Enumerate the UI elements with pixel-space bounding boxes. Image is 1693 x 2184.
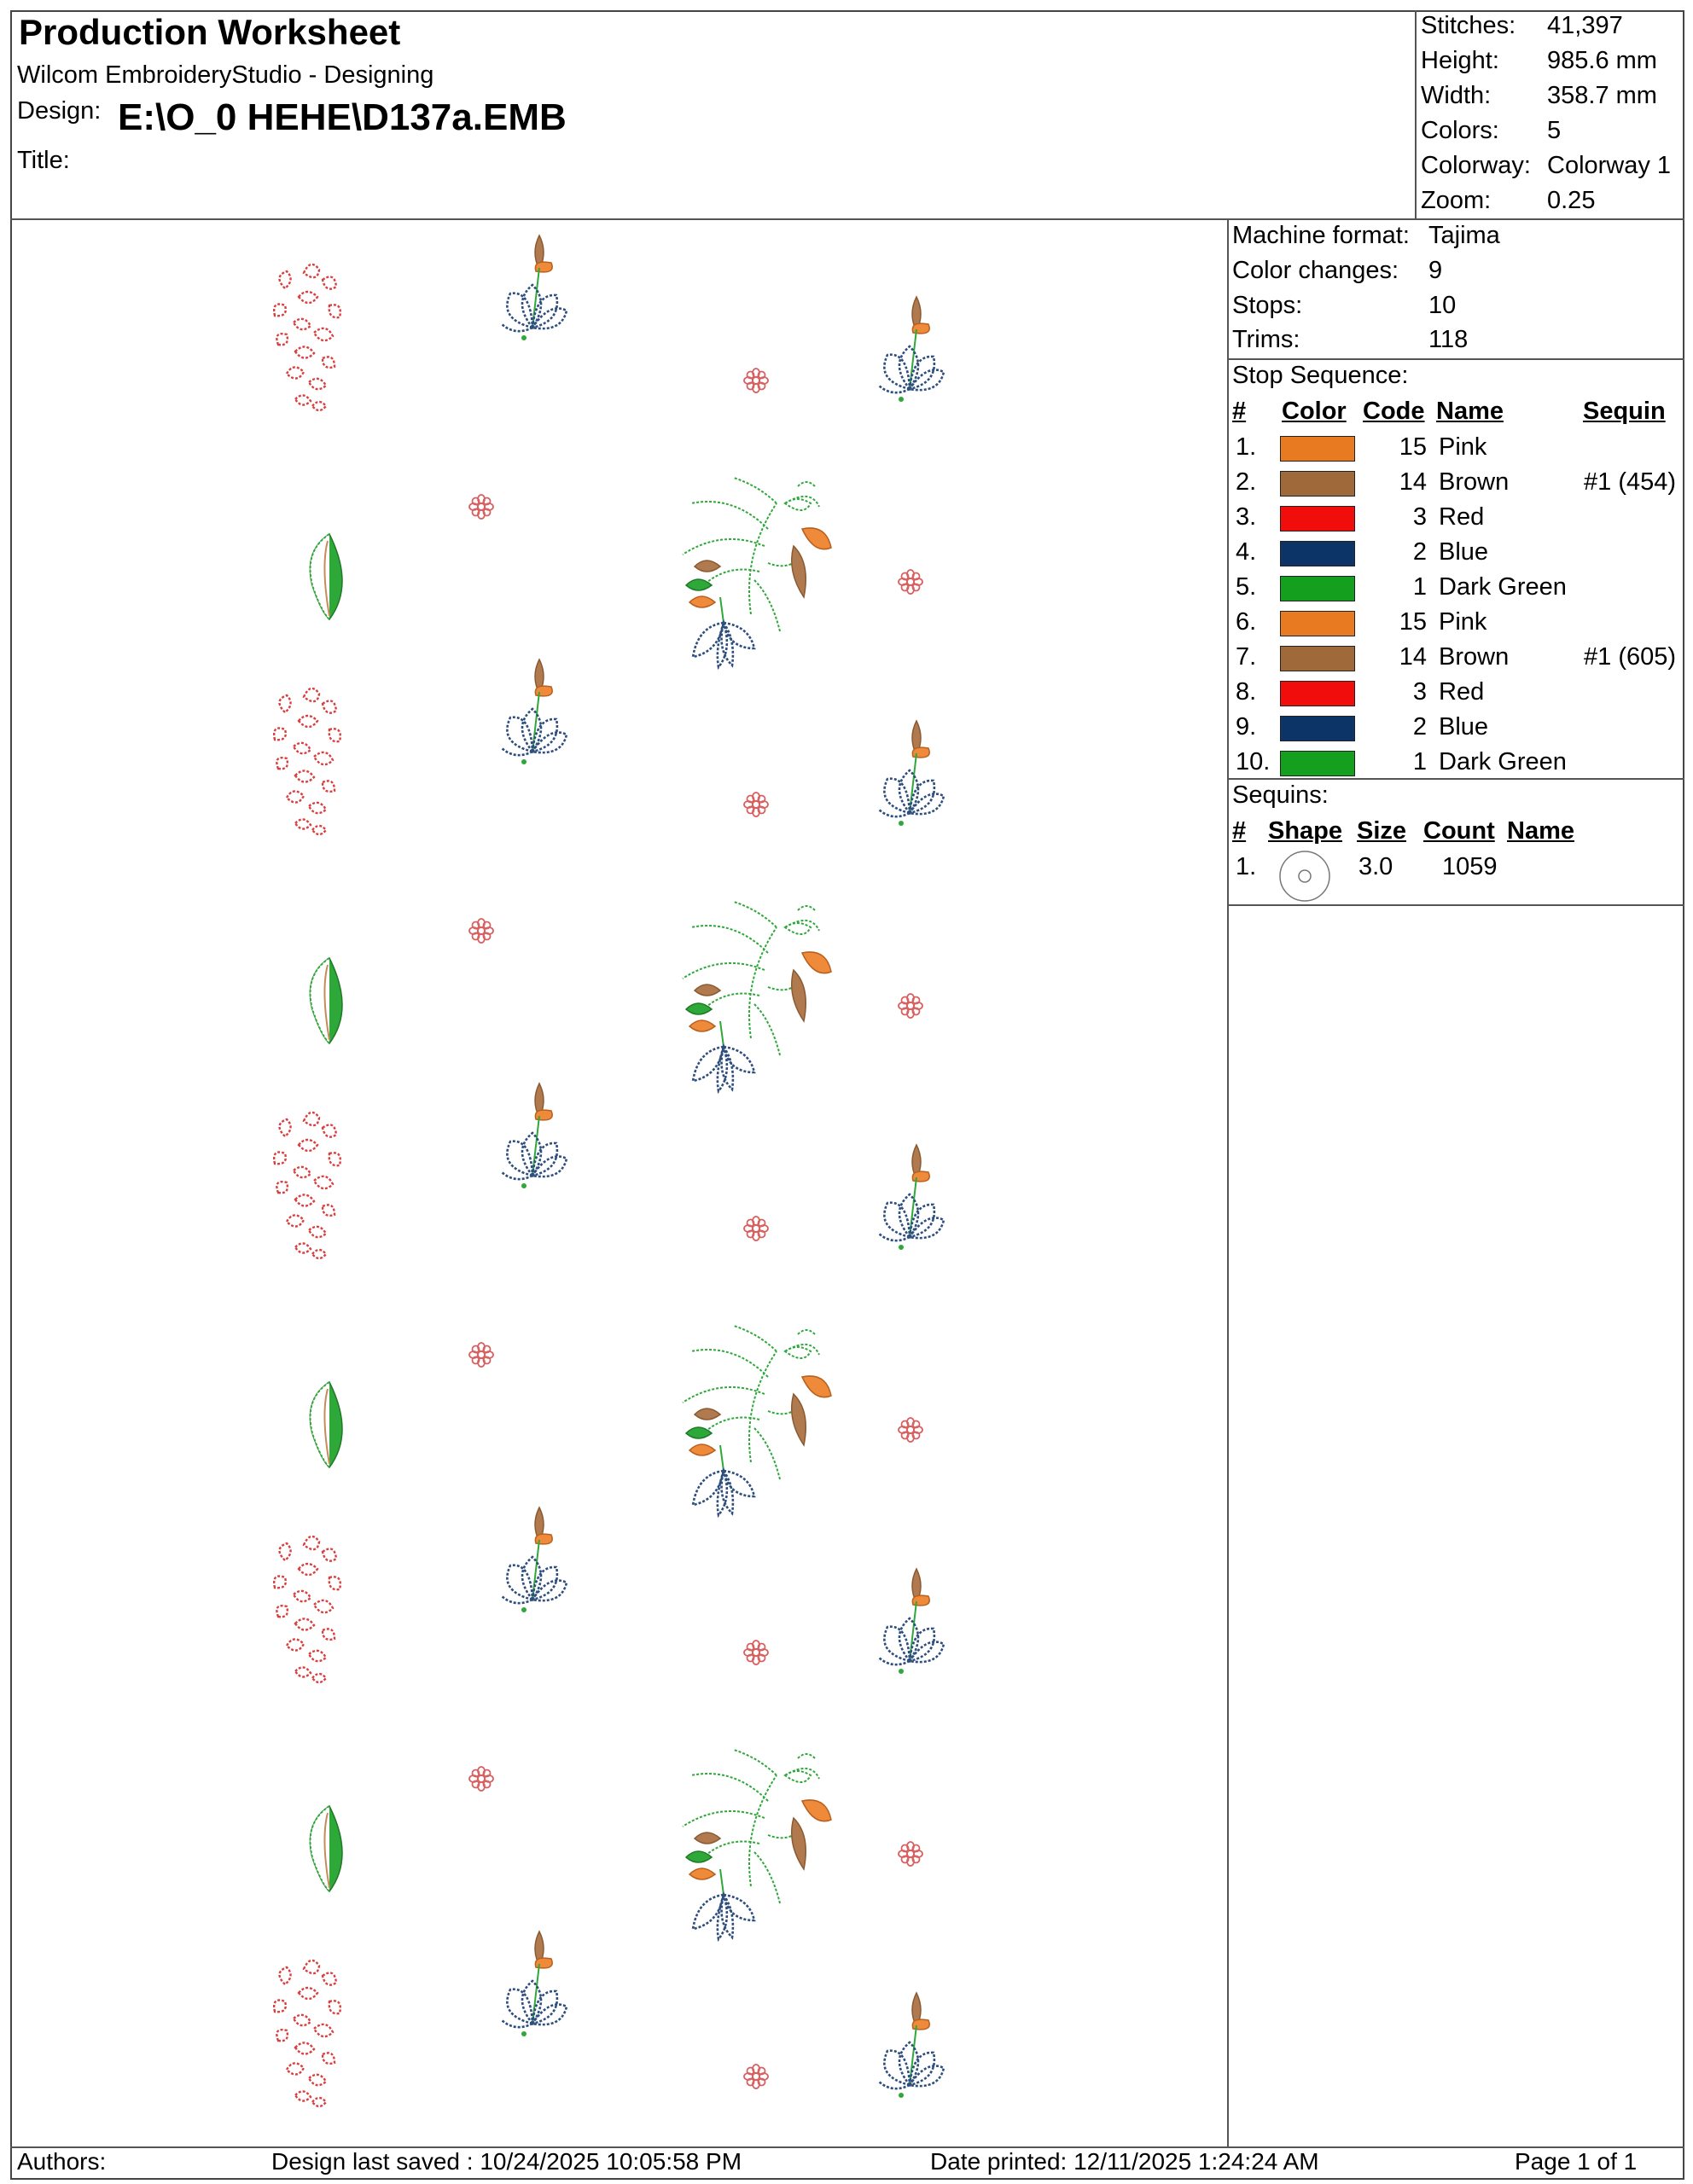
color-swatch [1280,681,1355,706]
stat-value: 5 [1547,117,1562,144]
stop-row-name: Dark Green [1439,573,1567,601]
pink-daisy [744,369,768,392]
col-header-code: Code [1363,398,1425,425]
stops-divider [1227,778,1684,780]
footer-printed: Date printed: 12/11/2025 1:24:24 AM [930,2148,1319,2175]
pink-daisy [469,1767,493,1791]
stop-row-num: 10. [1236,748,1271,775]
pink-daisy [899,1418,922,1442]
footer-divider [10,2146,1684,2148]
software-name: Wilcom EmbroideryStudio - Designing [17,61,434,89]
col-header-num: # [1232,398,1247,425]
green-branch-flowers [683,902,831,1091]
stop-row-code: 14 [1399,468,1427,496]
footer-authors: Authors: [17,2148,107,2175]
color-swatch [1280,611,1355,636]
footer-page: Page 1 of 1 [1515,2148,1638,2175]
info-label: Color changes: [1232,257,1399,284]
info-label: Machine format: [1232,222,1410,249]
stop-row-code: 15 [1399,608,1427,636]
design-label: Design: [17,97,102,125]
stop-row-name: Pink [1439,608,1487,636]
blue-fan-flower [502,1507,567,1612]
info-label: Trims: [1232,326,1300,353]
red-leaf-cluster [274,1960,340,2106]
stop-row-name: Brown [1439,468,1510,496]
stop-row-num: 8. [1236,678,1257,706]
info-value: Tajima [1428,222,1500,249]
pink-daisy [469,919,493,943]
footer-saved: Design last saved : 10/24/2025 10:05:58 PM [271,2148,742,2175]
pink-daisy [899,570,922,594]
stop-row-num: 1. [1236,433,1257,461]
stat-value: Colorway 1 [1547,152,1672,179]
stop-row-num: 5. [1236,573,1257,601]
stop-row-code: 2 [1412,538,1427,566]
seq-header-shape: Shape [1268,817,1343,845]
stat-value: 0.25 [1547,187,1596,214]
color-swatch [1280,576,1355,601]
stop-row-code: 14 [1399,643,1427,671]
stop-row-code: 3 [1412,503,1427,531]
stop-row-sequin: #1 (605) [1584,643,1677,671]
color-swatch [1280,436,1355,462]
red-leaf-cluster [274,264,340,410]
stop-row-code: 15 [1399,433,1427,461]
stop-row-name: Brown [1439,643,1510,671]
blue-fan-flower [879,1145,944,1250]
stop-sequence-title: Stop Sequence: [1232,362,1409,389]
stop-row-code: 2 [1412,713,1427,741]
seq-header-name: Name [1507,817,1574,845]
page-title: Production Worksheet [19,12,401,52]
stop-row-num: 3. [1236,503,1257,531]
seq-header-num: # [1232,817,1247,845]
sequins-title: Sequins: [1232,781,1329,809]
red-leaf-cluster [274,688,340,834]
embroidery-motifs [274,235,944,2106]
pink-daisy [744,2065,768,2088]
stat-label: Zoom: [1421,187,1492,214]
stats-divider [1415,10,1417,220]
blue-fan-flower [879,297,944,402]
red-leaf-cluster [274,1536,340,1682]
stop-row-num: 9. [1236,713,1257,741]
color-swatch [1280,506,1355,531]
pink-daisy [899,1842,922,1866]
blue-fan-flower [879,721,944,826]
col-header-name: Name [1436,398,1504,425]
title-label: Title: [17,147,70,174]
stop-row-name: Dark Green [1439,748,1567,775]
stop-row-name: Red [1439,678,1485,706]
stop-row-code: 1 [1412,748,1427,775]
circle-sequin-icon [1278,850,1331,903]
stop-row-code: 3 [1412,678,1427,706]
info-value: 118 [1428,326,1469,353]
stat-value: 985.6 mm [1547,47,1657,74]
stop-row-num: 2. [1236,468,1257,496]
color-swatch [1280,541,1355,566]
stop-row-code: 1 [1412,573,1427,601]
design-preview [12,220,1224,2146]
blue-fan-flower [502,1931,567,2036]
sequin-row-num: 1. [1236,853,1257,880]
stop-row-num: 6. [1236,608,1257,636]
pink-daisy [744,1217,768,1240]
stop-row-name: Blue [1439,713,1489,741]
info-divider [1227,358,1684,360]
stop-row-num: 7. [1236,643,1257,671]
blue-fan-flower [879,1569,944,1674]
stat-label: Stitches: [1421,12,1516,39]
red-leaf-cluster [274,1112,340,1258]
stop-row-name: Pink [1439,433,1487,461]
seq-header-count: Count [1423,817,1495,845]
stat-label: Colorway: [1421,152,1531,179]
blue-fan-flower [502,1083,567,1188]
pink-daisy [469,495,493,519]
green-branch-flowers [683,478,831,667]
pink-daisy [744,1641,768,1664]
info-value: 10 [1428,292,1457,319]
panel-divider [1227,218,1229,2146]
green-branch-flowers [683,1750,831,1939]
stop-row-name: Red [1439,503,1485,531]
green-leaf [311,1382,343,1467]
pink-daisy [899,994,922,1018]
stat-label: Height: [1421,47,1499,74]
col-header-color: Color [1282,398,1347,425]
sequin-size: 3.0 [1358,853,1393,880]
stat-value: 41,397 [1547,12,1623,39]
pink-daisy [469,1343,493,1367]
blue-fan-flower [502,659,567,764]
stat-label: Width: [1421,82,1492,109]
stat-label: Colors: [1421,117,1499,144]
design-path: E:\O_0 HEHE\D137a.EMB [118,96,567,138]
green-leaf [311,534,343,619]
sequins-divider [1227,904,1684,906]
blue-fan-flower [502,235,567,340]
green-leaf [311,958,343,1043]
stop-row-sequin: #1 (454) [1584,468,1677,496]
blue-fan-flower [879,1993,944,2098]
stat-value: 358.7 mm [1547,82,1657,109]
color-swatch [1280,646,1355,671]
col-header-sequin: Sequin [1583,398,1666,425]
color-swatch [1280,751,1355,776]
seq-header-size: Size [1357,817,1407,845]
sequin-count: 1059 [1442,853,1498,880]
green-branch-flowers [683,1326,831,1515]
info-value: 9 [1428,257,1443,284]
stop-row-num: 4. [1236,538,1257,566]
pink-daisy [744,793,768,816]
info-label: Stops: [1232,292,1303,319]
stop-row-name: Blue [1439,538,1489,566]
green-leaf [311,1806,343,1891]
color-swatch [1280,471,1355,497]
color-swatch [1280,716,1355,741]
